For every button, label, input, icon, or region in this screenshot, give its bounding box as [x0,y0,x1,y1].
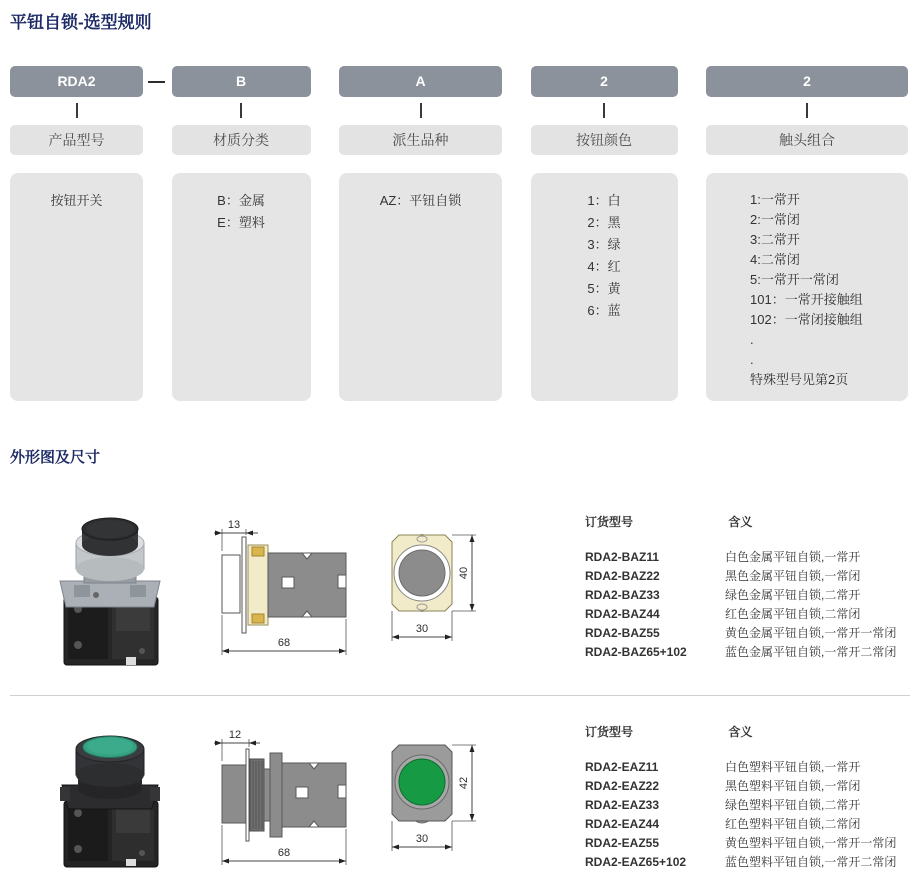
options-box [10,173,143,401]
builder-column-contact-combo [706,66,908,401]
field-label: 产品型号 [10,125,143,155]
model-code: RDA2-BAZ65+102 [585,645,687,659]
model-meaning: 绿色塑料平钮自锁,二常开 [725,798,861,812]
table-row [585,777,896,796]
model-code: RDA2-EAZ22 [585,779,660,793]
code-segment: RDA2 [10,66,143,97]
option-item: 1:一常开 [750,192,800,207]
model-meaning: 红色塑料平钮自锁,二常闭 [725,817,861,831]
model-code: RDA2-BAZ55 [585,626,660,640]
code-segment: 2 [706,66,908,97]
options-box [172,173,311,401]
front-view-drawing-metal [382,515,482,665]
field-label: 材质分类 [172,125,311,155]
model-code: RDA2-EAZ44 [585,817,660,831]
model-meaning: 白色塑料平钮自锁,一常开 [725,760,861,774]
model-meaning: 蓝色金属平钮自锁,一常开二常闭 [725,645,897,659]
model-code: RDA2-BAZ44 [585,607,660,621]
dim-label: 12 [228,729,242,741]
model-code: RDA2-EAZ11 [585,760,659,774]
column-header: 含义 [728,725,753,739]
table-row [585,815,896,834]
table-row [585,586,896,605]
model-code: RDA2-BAZ22 [585,569,660,583]
field-label: 按钮颜色 [531,125,678,155]
model-meaning: 蓝色塑料平钮自锁,一常开二常闭 [725,855,897,869]
table-row [585,605,896,624]
option-item: 102：一常闭接触组 [750,312,863,327]
builder-column-variant [339,66,502,401]
model-code: RDA2-EAZ55 [585,836,660,850]
table-row [585,796,896,815]
model-meaning: 黄色金属平钮自锁,一常开一常闭 [725,626,897,640]
model-meaning: 黄色塑料平钮自锁,一常开一常闭 [725,836,897,850]
dim-label: 68 [277,637,291,649]
black-metal-flat-pushbutton-photo [30,505,190,677]
table-row [585,853,896,872]
model-code: RDA2-EAZ65+102 [585,855,687,869]
options-box [339,173,502,401]
option-item: AZ：平钮自锁 [379,193,462,208]
option-item: . [750,332,754,347]
product-row-metal [0,505,920,695]
option-item: 3：绿 [587,237,621,252]
connector-line [603,103,605,118]
builder-column-material [172,66,311,401]
table-row [585,834,896,853]
option-item: E：塑料 [217,215,265,230]
option-item: 2：黑 [587,215,621,230]
options-box [531,173,678,401]
table-row [585,643,896,662]
option-item: . [750,352,754,367]
dim-label: 40 [458,566,470,580]
model-meaning: 黑色塑料平钮自锁,一常闭 [725,779,861,793]
field-label: 派生品种 [339,125,502,155]
table-row [585,624,896,643]
model-meaning: 绿色金属平钮自锁,二常开 [725,588,861,602]
dim-label: 42 [458,776,470,790]
column-header: 含义 [728,515,753,529]
green-plastic-flat-pushbutton-photo [30,715,190,873]
option-item: 6：蓝 [587,303,621,318]
option-item: 4：红 [587,259,621,274]
option-item: 101：一常开接触组 [750,292,863,307]
builder-column-button-color [531,66,678,401]
front-view-drawing-plastic [382,725,482,875]
option-item: 特殊型号见第2页 [750,372,849,387]
dim-label: 68 [277,847,291,859]
model-code: RDA2-BAZ11 [585,550,660,564]
dim-label: 30 [415,833,429,845]
dim-label: 30 [415,623,429,635]
section-divider [10,695,910,696]
model-code-separator-dash [148,81,165,83]
code-segment: 2 [531,66,678,97]
option-item: 1：白 [587,193,621,208]
side-view-drawing-plastic [212,725,382,875]
model-meaning: 黑色金属平钮自锁,一常闭 [725,569,861,583]
options-box [706,173,908,401]
builder-column-product-model [10,66,143,401]
side-view-drawing-metal [212,515,382,665]
option-item: 5：黄 [587,281,621,296]
order-table-header [585,723,896,740]
model-meaning: 红色金属平钮自锁,二常闭 [725,607,861,621]
field-label: 触头组合 [706,125,908,155]
column-header: 订货型号 [585,515,634,529]
table-row [585,548,896,567]
connector-line [240,103,242,118]
model-code-builder [10,66,908,401]
dim-label: 13 [227,519,241,531]
option-item: 4:二常闭 [750,252,800,267]
option-item: 5:一常开一常闭 [750,272,839,287]
section-title-dimensions: 外形图及尺寸 [10,449,101,466]
order-table-header [585,513,896,530]
model-code: RDA2-EAZ33 [585,798,660,812]
order-table-metal [585,513,896,662]
option-item: 按钮开关 [50,193,103,208]
code-segment: A [339,66,502,97]
table-row [585,758,896,777]
connector-line [420,103,422,118]
model-code: RDA2-BAZ33 [585,588,660,602]
order-table-plastic [585,723,896,872]
column-header: 订货型号 [585,725,634,739]
model-meaning: 白色金属平钮自锁,一常开 [725,550,861,564]
table-row [585,567,896,586]
code-segment: B [172,66,311,97]
connector-line [76,103,78,118]
product-row-plastic [0,715,920,880]
option-item: 3:二常开 [750,232,800,247]
option-item: 2:一常闭 [750,212,800,227]
page-title: 平钮自锁-选型规则 [10,13,152,32]
option-item: B：金属 [217,193,265,208]
connector-line [806,103,808,118]
